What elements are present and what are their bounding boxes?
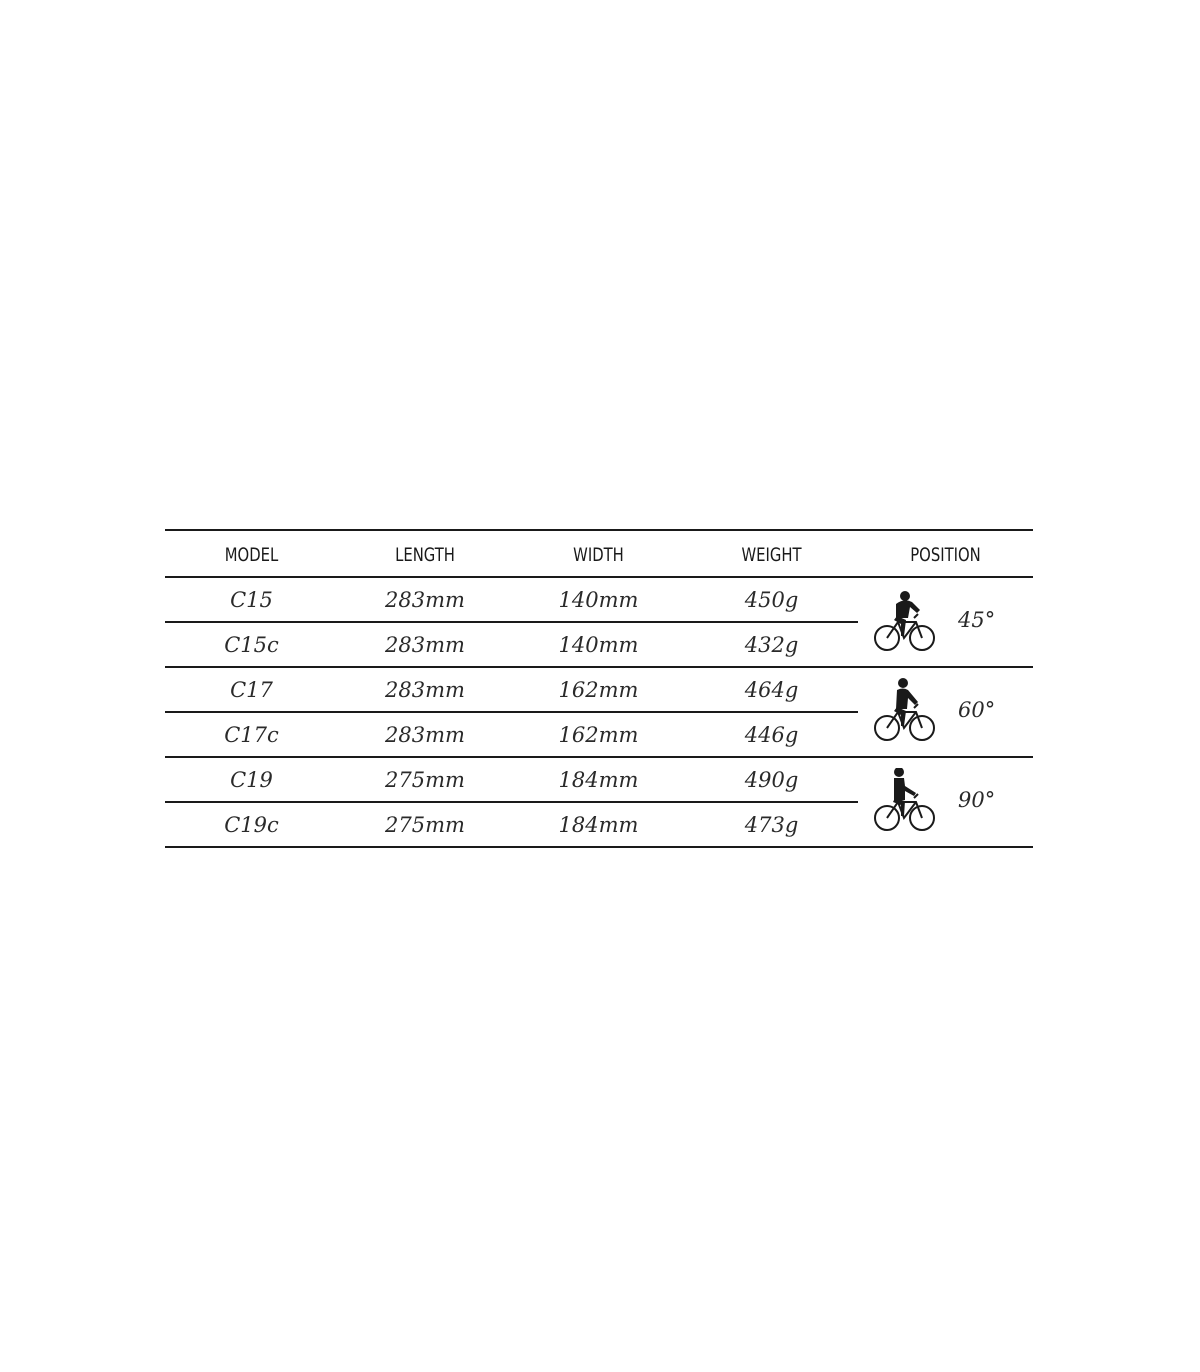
header-length: LENGTH — [357, 530, 493, 577]
table-row — [165, 577, 1033, 622]
cell-length: 283mm — [338, 622, 512, 667]
cell-length: 283mm — [338, 577, 512, 622]
saddle-spec-table — [165, 529, 1033, 848]
position-cell — [858, 577, 1033, 667]
cell-weight: 432g — [685, 622, 858, 667]
header-width: WIDTH — [531, 530, 666, 577]
table-header — [165, 530, 1033, 577]
cyclist-90-icon — [874, 768, 936, 832]
position-angle: 45° — [958, 608, 996, 632]
cell-weight: 446g — [685, 712, 858, 757]
cyclist-60-icon — [874, 678, 936, 742]
cell-model: C15 — [165, 577, 338, 622]
position-cell — [858, 667, 1033, 757]
header-weight: WEIGHT — [704, 530, 839, 577]
header-model: MODEL — [184, 530, 319, 577]
position-angle: 90° — [958, 788, 996, 812]
cell-model: C15c — [165, 622, 338, 667]
header-row — [165, 530, 1033, 577]
cell-width: 162mm — [512, 712, 685, 757]
cell-length: 283mm — [338, 667, 512, 712]
cell-weight: 450g — [685, 577, 858, 622]
cell-model: C19c — [165, 802, 338, 847]
cell-model: C19 — [165, 757, 338, 802]
cell-width: 140mm — [512, 577, 685, 622]
table-row — [165, 757, 1033, 802]
position-angle: 60° — [958, 698, 996, 722]
cyclist-45-icon — [874, 588, 936, 652]
cell-model: C17c — [165, 712, 338, 757]
cell-weight: 464g — [685, 667, 858, 712]
cell-width: 140mm — [512, 622, 685, 667]
cell-weight: 473g — [685, 802, 858, 847]
cell-length: 283mm — [338, 712, 512, 757]
cell-model: C17 — [165, 667, 338, 712]
cell-width: 162mm — [512, 667, 685, 712]
cell-width: 184mm — [512, 757, 685, 802]
header-position: POSITION — [877, 530, 1014, 577]
position-cell — [858, 757, 1033, 847]
cell-length: 275mm — [338, 802, 512, 847]
cell-weight: 490g — [685, 757, 858, 802]
table-row — [165, 667, 1033, 712]
cell-width: 184mm — [512, 802, 685, 847]
cell-length: 275mm — [338, 757, 512, 802]
table-body — [165, 577, 1033, 847]
